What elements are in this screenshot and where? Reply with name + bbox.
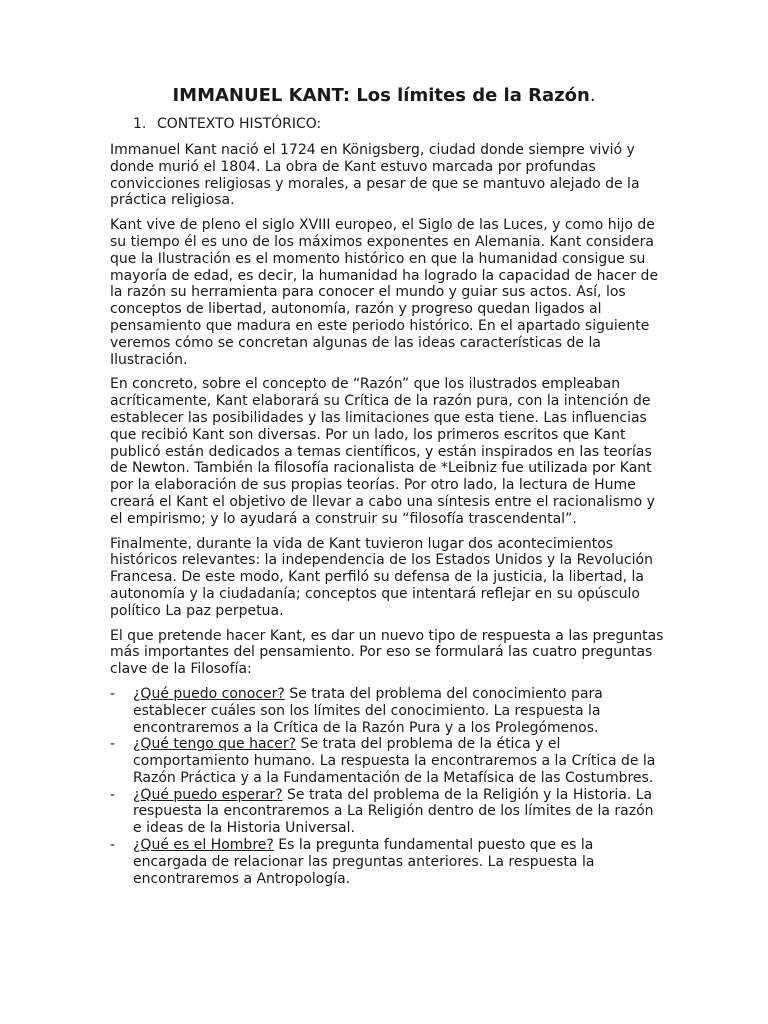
list-bullet: - [110, 685, 116, 702]
paragraph: Finalmente, durante la vida de Kant tuvieron lugar dos acontecimientos históricos relevantes: la independencia de los Estados Unidos y la Revolución Francesa. De este modo, Kant perfiló su defensa de la justicia, la libertad, la autonomía y la ciudadanía; conceptos que intentará reflejar en su opúsculo político La paz perpetua. [110, 535, 653, 619]
question-text: ¿Qué puedo esperar? [133, 786, 283, 803]
list-bullet: - [110, 736, 116, 753]
section-title: CONTEXTO HISTÓRICO: [157, 116, 322, 132]
question-text: ¿Qué es el Hombre? [133, 837, 274, 854]
document-title-period: . [589, 85, 596, 106]
question-answer: Es la pregunta fundamental puesto que es la encargada de relacionar las preguntas anteriores. La respuesta la encontraremos a Antropología. [133, 837, 595, 887]
list-item [110, 837, 665, 887]
question-answer: Se trata del problema de la Religión y la Historia. La respuesta la encontraremos a La Religión dentro de los límites de la razón e ideas de la Historia Universal. [133, 786, 654, 837]
paragraph: Kant vive de pleno el siglo XVIII europeo, el Siglo de las Luces, y como hijo de su tiempo él es uno de los máximos exponentes en Alemania. Kant considera que la Ilustración es el momento histórico en que la humanidad consigue su mayoría de edad, es decir, la humanidad ha logrado la capacidad de hacer de la razón su herramienta para conocer el mundo y guiar sus actos. Así, los conceptos de libertad, autonomía, razón y progreso quedan ligados al pensamiento que madura en este periodo histórico. En el apartado siguiente veremos cómo se concretan algunas de las ideas características de la Ilustración. [110, 217, 659, 368]
key-questions-list [110, 686, 665, 888]
section-number: 1. [133, 116, 147, 132]
document-title [0, 84, 768, 108]
list-item [110, 736, 665, 786]
list-item [110, 787, 665, 837]
document-title-text: IMMANUEL KANT: Los límites de la Razón [172, 85, 590, 106]
question-text: ¿Qué tengo que hacer? [133, 736, 297, 753]
question-answer: Se trata del problema de la ética y el comportamiento humano. La respuesta la encontraremos a la Crítica de la Razón Práctica y a la Fundamentación de la Metafísica de las Costumbres. [133, 736, 656, 786]
list-bullet: - [110, 786, 116, 803]
question-text: ¿Qué puedo conocer? [133, 685, 285, 702]
paragraph: El que pretende hacer Kant, es dar un nuevo tipo de respuesta a las preguntas más importantes del pensamiento. Por eso se formulará las cuatro preguntas clave de la Filosofía: [110, 627, 664, 678]
paragraph: En concreto, sobre el concepto de “Razón” que los ilustrados empleaban acríticamente, Kant elaborará su Crítica de la razón pura, con la intención de establecer las posibilidades y las limitaciones que esta tiene. Las influencias que recibió Kant son diversas. Por un lado, los primeros escritos que Kant publicó están dedicados a temas científicos, y están inspirados en las teorías de Newton. También la filosofía racionalista de *Leibniz fue utilizada por Kant por la elaboración de sus propias teorías. Por otro lado, la lectura de Hume creará el Kant el objetivo de llevar a cabo una síntesis entre el racionalismo y el empirismo; y lo ayudará a construir su “filosofía trascendental”. [110, 376, 655, 527]
list-bullet: - [110, 837, 116, 854]
question-answer: Se trata del problema del conocimiento para establecer cuáles son los límites del conocimiento. La respuesta la encontraremos a la Crítica de la Razón Pura y a los Prolegómenos. [133, 685, 603, 736]
paragraph: Immanuel Kant nació el 1724 en Königsberg, ciudad donde siempre vivió y donde murió el 1804. La obra de Kant estuvo marcada por profundas convicciones religiosas y morales, a pesar de que se mantuvo alejado de la práctica religiosa. [110, 142, 640, 209]
list-item [110, 686, 665, 736]
document-body [110, 142, 665, 887]
